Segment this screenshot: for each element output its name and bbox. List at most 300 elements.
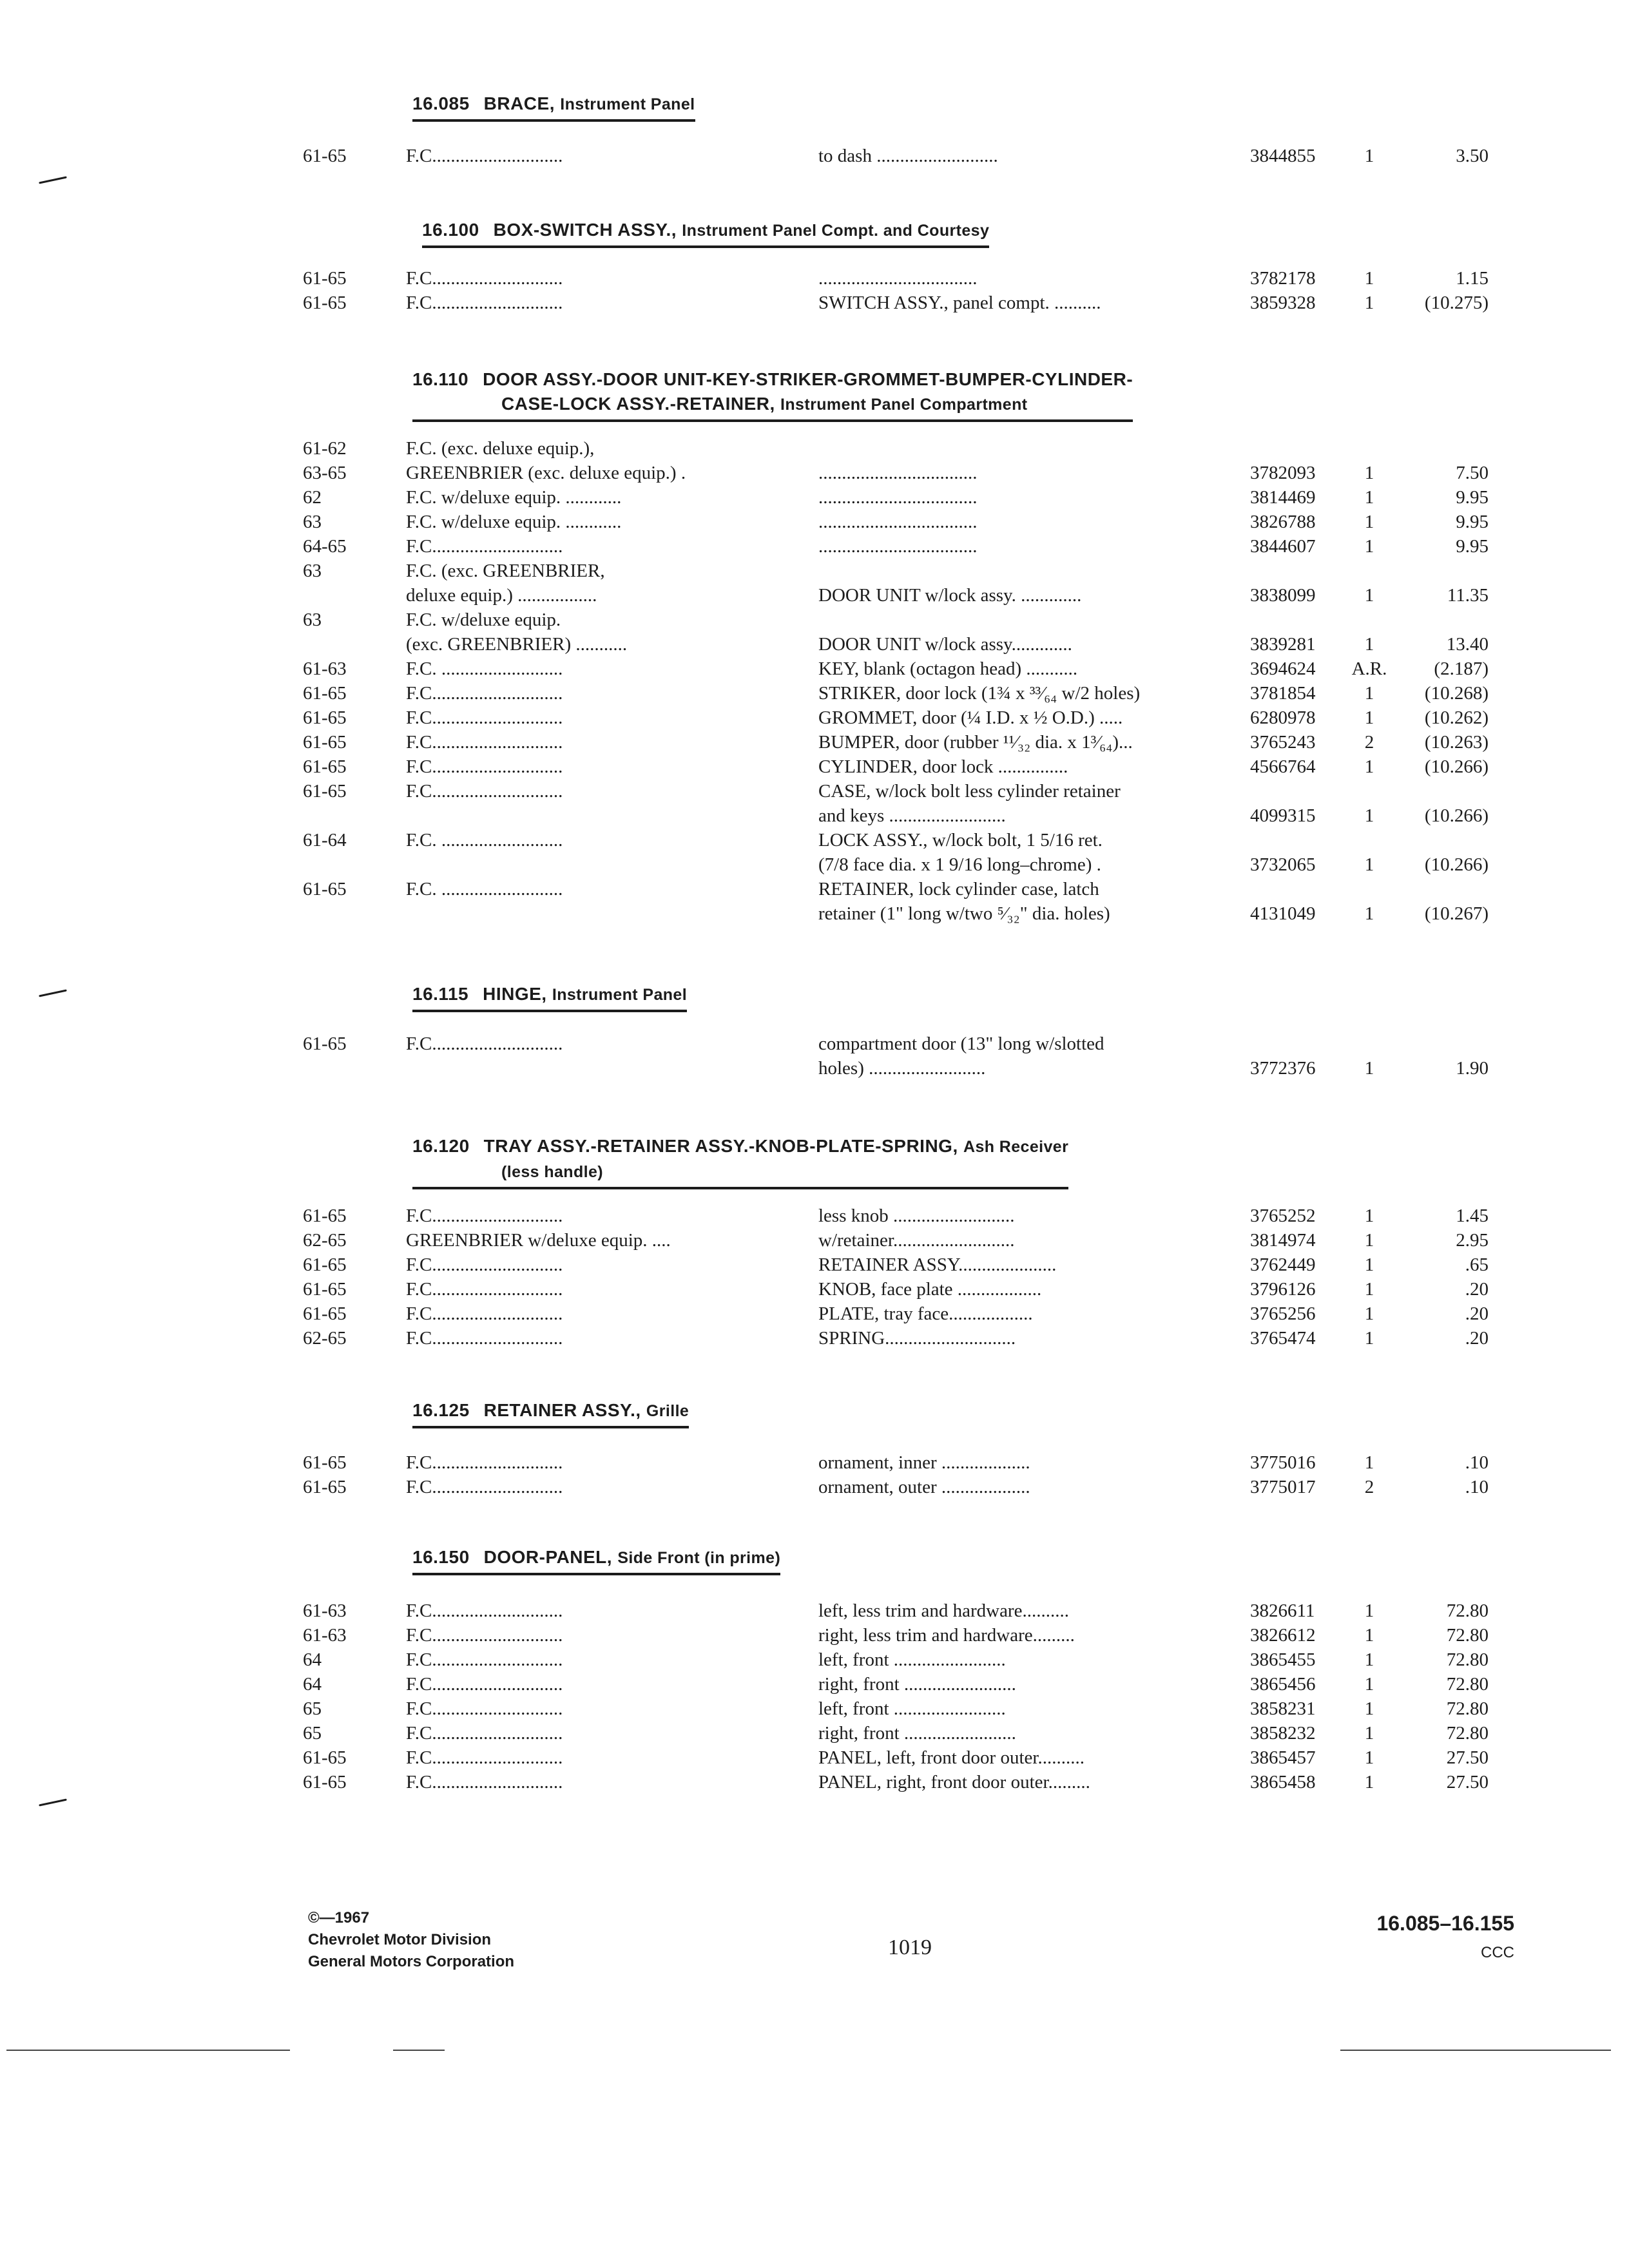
year-cell: 61-65 [303, 879, 347, 899]
description-cell: right, front ........................ [818, 1723, 1016, 1744]
price-cell: 7.50 [1456, 463, 1489, 483]
table-row [303, 485, 1501, 510]
table-row [303, 144, 1501, 168]
description-cell: less knob .......................... [818, 1206, 1015, 1226]
price-cell: (2.187) [1434, 658, 1489, 679]
section-16-115 [303, 982, 1501, 1081]
section-number: 16.125 [412, 1400, 470, 1420]
parts-list [303, 1599, 1501, 1794]
quantity-cell: 1 [1364, 1206, 1374, 1226]
table-row [303, 901, 1501, 926]
description-cell: left, front ........................ [818, 1649, 1006, 1670]
year-cell: 64-65 [303, 536, 347, 557]
section-number: 16.110 [412, 369, 469, 389]
year-cell: 62-65 [303, 1230, 347, 1251]
description-cell: (7/8 face dia. x 1 9/16 long–chrome) . [818, 854, 1101, 875]
scan-edge-line [393, 2050, 445, 2051]
section-heading [422, 218, 989, 248]
table-row [303, 1475, 1501, 1499]
quantity-cell: 1 [1364, 1303, 1374, 1324]
description-cell: RETAINER ASSY..................... [818, 1254, 1057, 1275]
model-cell: F.C. w/deluxe equip. ............ [406, 487, 622, 508]
price-cell: .20 [1465, 1303, 1489, 1324]
model-cell: F.C. w/deluxe equip. [406, 610, 561, 630]
year-cell: 61-65 [303, 1772, 347, 1792]
section-subtitle: Instrument Panel [552, 986, 688, 1004]
part-number-cell: 3838099 [1250, 585, 1316, 606]
part-number-cell: 3858231 [1250, 1698, 1316, 1719]
quantity-cell: 1 [1364, 1747, 1374, 1768]
year-cell: 63 [303, 610, 322, 630]
section-16-100 [303, 218, 1501, 315]
part-number-cell: 3814974 [1250, 1230, 1316, 1251]
model-cell: F.C............................ [406, 1674, 563, 1695]
description-cell: to dash .......................... [818, 146, 998, 166]
model-cell: F.C............................ [406, 1698, 563, 1719]
section-16-120 [303, 1134, 1501, 1350]
part-number-cell: 3782093 [1250, 463, 1316, 483]
table-row [303, 754, 1501, 779]
part-number-cell: 3765474 [1250, 1328, 1316, 1349]
quantity-cell: 1 [1364, 487, 1374, 508]
model-cell: GREENBRIER w/deluxe equip. .... [406, 1230, 671, 1251]
description-cell: left, less trim and hardware.......... [818, 1600, 1069, 1621]
part-number-cell: 3765252 [1250, 1206, 1316, 1226]
price-cell: 27.50 [1446, 1747, 1489, 1768]
quantity-cell: 1 [1364, 585, 1374, 606]
description-cell: PLATE, tray face.................. [818, 1303, 1033, 1324]
model-cell: deluxe equip.) ................. [406, 585, 597, 606]
model-cell: F.C............................ [406, 732, 563, 753]
model-cell: F.C............................ [406, 1303, 563, 1324]
quantity-cell: 1 [1364, 536, 1374, 557]
price-cell: (10.266) [1424, 854, 1489, 875]
quantity-cell: 1 [1364, 1723, 1374, 1744]
part-number-cell: 4099315 [1250, 805, 1316, 826]
quantity-cell: 1 [1364, 1254, 1374, 1275]
model-cell: F.C............................ [406, 707, 563, 728]
section-subtitle: Instrument Panel Compt. and Courtesy [682, 222, 990, 240]
year-cell: 61-65 [303, 732, 347, 753]
section-number: 16.115 [412, 984, 469, 1004]
part-number-cell: 6280978 [1250, 707, 1316, 728]
year-cell: 61-65 [303, 683, 347, 704]
price-cell: (10.262) [1424, 707, 1489, 728]
description-cell: RETAINER, lock cylinder case, latch [818, 879, 1099, 899]
model-cell: F.C............................ [406, 146, 563, 166]
price-cell: 72.80 [1446, 1625, 1489, 1646]
price-cell: (10.263) [1424, 732, 1489, 753]
quantity-cell: 1 [1364, 1625, 1374, 1646]
section-heading [412, 1398, 689, 1428]
description-cell: w/retainer.......................... [818, 1230, 1015, 1251]
quantity-cell: 1 [1364, 512, 1374, 532]
description-cell: compartment door (13" long w/slotted [818, 1033, 1104, 1054]
parts-list [303, 1032, 1501, 1081]
part-number-cell: 3865455 [1250, 1649, 1316, 1670]
model-cell: F.C............................ [406, 1452, 563, 1473]
part-number-cell: 3765256 [1250, 1303, 1316, 1324]
table-row [303, 1277, 1501, 1302]
section-number: 16.100 [422, 220, 479, 240]
description-cell: KNOB, face plate .................. [818, 1279, 1042, 1300]
footer-publisher [308, 1907, 514, 1973]
table-row [303, 730, 1501, 754]
description-cell: left, front ........................ [818, 1698, 1006, 1719]
section-number: 16.120 [412, 1136, 470, 1156]
part-number-cell: 3772376 [1250, 1058, 1316, 1079]
price-cell: (10.268) [1424, 683, 1489, 704]
table-row [303, 291, 1501, 315]
quantity-cell: 1 [1364, 146, 1374, 166]
margin-mark [39, 176, 67, 184]
price-cell: 72.80 [1446, 1649, 1489, 1670]
quantity-cell: 1 [1364, 1279, 1374, 1300]
model-cell: F.C............................ [406, 1033, 563, 1054]
table-row [303, 828, 1501, 852]
quantity-cell: 1 [1364, 756, 1374, 777]
quantity-cell: 1 [1364, 1772, 1374, 1792]
page-number: 1019 [888, 1936, 932, 1959]
section-subtitle: Instrument Panel Compartment [780, 396, 1028, 414]
part-number-cell: 3865458 [1250, 1772, 1316, 1792]
description-cell: and keys ......................... [818, 805, 1006, 826]
division: Chevrolet Motor Division [308, 1931, 492, 1948]
description-cell: SPRING............................ [818, 1328, 1016, 1349]
description-cell: GROMMET, door (¼ I.D. x ½ O.D.) ..... [818, 707, 1123, 728]
description-cell: LOCK ASSY., w/lock bolt, 1 5/16 ret. [818, 830, 1103, 850]
part-number-cell: 3796126 [1250, 1279, 1316, 1300]
model-cell: GREENBRIER (exc. deluxe equip.) . [406, 463, 686, 483]
model-cell: F.C. w/deluxe equip. ............ [406, 512, 622, 532]
corporation: General Motors Corporation [308, 1953, 515, 1970]
model-cell: F.C............................ [406, 683, 563, 704]
price-cell: 72.80 [1446, 1698, 1489, 1719]
model-cell: F.C............................ [406, 781, 563, 802]
table-row [303, 583, 1501, 608]
description-cell: SWITCH ASSY., panel compt. .......... [818, 293, 1101, 313]
year-cell: 61-65 [303, 781, 347, 802]
table-row [303, 1253, 1501, 1277]
description-cell: PANEL, left, front door outer.......... [818, 1747, 1084, 1768]
table-row [303, 681, 1501, 706]
year-cell: 65 [303, 1698, 322, 1719]
description-cell: right, less trim and hardware......... [818, 1625, 1075, 1646]
quantity-cell: 2 [1364, 1477, 1374, 1497]
price-cell: 11.35 [1447, 585, 1489, 606]
price-cell: 1.90 [1456, 1058, 1489, 1079]
part-number-cell: 3775017 [1250, 1477, 1316, 1497]
price-cell: .10 [1465, 1452, 1489, 1473]
model-cell: F.C............................ [406, 268, 563, 289]
part-number-cell: 3694624 [1250, 658, 1316, 679]
year-cell: 62-65 [303, 1328, 347, 1349]
year-cell: 61-63 [303, 1625, 347, 1646]
price-cell: 2.95 [1456, 1230, 1489, 1251]
model-cell: F.C............................ [406, 1625, 563, 1646]
year-cell: 61-64 [303, 830, 347, 850]
section-heading [412, 982, 687, 1012]
model-cell: F.C............................ [406, 1649, 563, 1670]
section-16-150 [303, 1545, 1501, 1794]
year-cell: 61-65 [303, 756, 347, 777]
parts-list [303, 266, 1501, 315]
part-number-cell: 3844855 [1250, 146, 1316, 166]
section-title: RETAINER ASSY., [483, 1400, 641, 1420]
model-cell: F.C. (exc. deluxe equip.), [406, 438, 595, 459]
part-number-cell: 3762449 [1250, 1254, 1316, 1275]
model-cell: F.C............................ [406, 1328, 563, 1349]
table-row [303, 1623, 1501, 1648]
price-cell: (10.266) [1424, 805, 1489, 826]
part-number-cell: 3826611 [1250, 1600, 1315, 1621]
description-cell: KEY, blank (octagon head) ........... [818, 658, 1078, 679]
section-title-line2: CASE-LOCK ASSY.-RETAINER, [501, 394, 775, 414]
table-row [303, 852, 1501, 877]
table-row [303, 1204, 1501, 1228]
price-cell: 13.40 [1446, 634, 1489, 655]
section-heading [412, 91, 695, 122]
table-row [303, 436, 1501, 461]
table-row [303, 1032, 1501, 1056]
quantity-cell: 1 [1364, 683, 1374, 704]
quantity-cell: 1 [1364, 1230, 1374, 1251]
copyright: ©—1967 [308, 1909, 370, 1927]
price-cell: 9.95 [1456, 487, 1489, 508]
quantity-cell: 1 [1364, 634, 1374, 655]
quantity-cell: 1 [1364, 903, 1374, 924]
description-cell: PANEL, right, front door outer......... [818, 1772, 1090, 1792]
part-number-cell: 3826612 [1250, 1625, 1316, 1646]
year-cell: 61-65 [303, 1254, 347, 1275]
model-cell: F.C............................ [406, 1477, 563, 1497]
year-cell: 62 [303, 487, 322, 508]
table-row [303, 1450, 1501, 1475]
part-number-cell: 3826788 [1250, 512, 1316, 532]
section-title: BRACE, [483, 93, 555, 113]
description-cell: .................................. [818, 463, 978, 483]
price-cell: 72.80 [1446, 1600, 1489, 1621]
description-cell: retainer (1" long w/two ⁵⁄₃₂" dia. holes) [818, 903, 1110, 924]
description-cell: .................................. [818, 487, 978, 508]
price-cell: 72.80 [1446, 1674, 1489, 1695]
price-cell: (10.267) [1424, 903, 1489, 924]
model-cell: F.C............................ [406, 1254, 563, 1275]
price-cell: .20 [1465, 1279, 1489, 1300]
year-cell: 64 [303, 1674, 322, 1695]
section-title: DOOR-PANEL, [483, 1547, 613, 1567]
section-title-line2: (less handle) [501, 1163, 604, 1181]
section-subtitle: Ash Receiver [963, 1138, 1069, 1156]
part-number-cell: 3839281 [1250, 634, 1316, 655]
table-row [303, 657, 1501, 681]
description-cell: .................................. [818, 536, 978, 557]
quantity-cell: 1 [1364, 1328, 1374, 1349]
model-cell: F.C. (exc. GREENBRIER, [406, 561, 605, 581]
table-row [303, 608, 1501, 632]
section-title: BOX-SWITCH ASSY., [493, 220, 677, 240]
price-cell: 72.80 [1446, 1723, 1489, 1744]
year-cell: 61-65 [303, 1477, 347, 1497]
table-row [303, 1056, 1501, 1081]
description-cell: BUMPER, door (rubber ¹¹⁄₃₂ dia. x 1³⁄₆₄)... [818, 732, 1133, 753]
price-cell: .10 [1465, 1477, 1489, 1497]
description-cell: ornament, outer ................... [818, 1477, 1030, 1497]
description-cell: .................................. [818, 268, 978, 289]
table-row [303, 510, 1501, 534]
parts-list [303, 1450, 1501, 1499]
table-row [303, 1302, 1501, 1326]
price-cell: 1.45 [1456, 1206, 1489, 1226]
table-row [303, 1721, 1501, 1745]
table-row [303, 1228, 1501, 1253]
part-number-cell: 3765243 [1250, 732, 1316, 753]
quantity-cell: 1 [1364, 805, 1374, 826]
quantity-cell: A.R. [1351, 658, 1387, 679]
quantity-cell: 1 [1364, 1649, 1374, 1670]
quantity-cell: 1 [1364, 1698, 1374, 1719]
section-number: 16.085 [412, 93, 470, 113]
description-cell: holes) ......................... [818, 1058, 986, 1079]
part-number-cell: 3865456 [1250, 1674, 1316, 1695]
model-cell: F.C............................ [406, 1747, 563, 1768]
year-cell: 61-63 [303, 658, 347, 679]
margin-mark [39, 1798, 67, 1806]
part-number-cell: 4566764 [1250, 756, 1316, 777]
part-number-cell: 3775016 [1250, 1452, 1316, 1473]
description-cell: CASE, w/lock bolt less cylinder retainer [818, 781, 1121, 802]
quantity-cell: 1 [1364, 1058, 1374, 1079]
year-cell: 61-65 [303, 1303, 347, 1324]
year-cell: 61-65 [303, 293, 347, 313]
scan-edge-line [1340, 2050, 1611, 2051]
year-cell: 61-65 [303, 1206, 347, 1226]
section-16-125 [303, 1398, 1501, 1499]
price-cell: 9.95 [1456, 536, 1489, 557]
section-16-085 [303, 91, 1501, 168]
table-row [303, 1326, 1501, 1350]
table-row [303, 559, 1501, 583]
year-cell: 61-65 [303, 146, 347, 166]
quantity-cell: 2 [1364, 732, 1374, 753]
model-cell: F.C. .......................... [406, 830, 563, 850]
table-row [303, 803, 1501, 828]
year-cell: 63 [303, 561, 322, 581]
parts-list [303, 144, 1501, 168]
quantity-cell: 1 [1364, 1674, 1374, 1695]
parts-list [303, 1204, 1501, 1350]
section-subtitle: Instrument Panel [560, 95, 695, 113]
catalog-code: CCC [1481, 1944, 1514, 1961]
model-cell: F.C............................ [406, 1206, 563, 1226]
section-subtitle: Side Front (in prime) [617, 1549, 781, 1567]
quantity-cell: 1 [1364, 707, 1374, 728]
part-number-cell: 3859328 [1250, 293, 1316, 313]
description-cell: STRIKER, door lock (1¾ x ³³⁄₆₄ w/2 holes) [818, 683, 1141, 704]
year-cell: 65 [303, 1723, 322, 1744]
quantity-cell: 1 [1364, 1452, 1374, 1473]
year-cell: 61-65 [303, 707, 347, 728]
year-cell: 61-65 [303, 1279, 347, 1300]
model-cell: F.C............................ [406, 756, 563, 777]
price-cell: 1.15 [1456, 268, 1489, 289]
quantity-cell: 1 [1364, 1600, 1374, 1621]
year-cell: 61-62 [303, 438, 347, 459]
price-cell: 3.50 [1456, 146, 1489, 166]
table-row [303, 1745, 1501, 1770]
table-row [303, 877, 1501, 901]
parts-list [303, 436, 1501, 926]
model-cell: F.C. .......................... [406, 879, 563, 899]
quantity-cell: 1 [1364, 268, 1374, 289]
part-number-cell: 4131049 [1250, 903, 1316, 924]
group-range: 16.085–16.155 [1376, 1912, 1514, 1935]
quantity-cell: 1 [1364, 293, 1374, 313]
table-row [303, 461, 1501, 485]
section-16-110 [303, 367, 1501, 926]
part-number-cell: 3844607 [1250, 536, 1316, 557]
table-row [303, 1770, 1501, 1794]
year-cell: 61-65 [303, 1033, 347, 1054]
section-title: TRAY ASSY.-RETAINER ASSY.-KNOB-PLATE-SPRING, [483, 1136, 958, 1156]
section-title: DOOR ASSY.-DOOR UNIT-KEY-STRIKER-GROMMET-BUMPER-CYLINDER- [483, 369, 1133, 389]
model-cell: F.C............................ [406, 1772, 563, 1792]
price-cell: 27.50 [1446, 1772, 1489, 1792]
section-heading [412, 1545, 780, 1575]
year-cell: 61-63 [303, 1600, 347, 1621]
part-number-cell: 3858232 [1250, 1723, 1316, 1744]
section-heading [412, 1134, 1068, 1189]
section-title: HINGE, [483, 984, 547, 1004]
model-cell: F.C............................ [406, 1600, 563, 1621]
year-cell: 63-65 [303, 463, 347, 483]
description-cell: .................................. [818, 512, 978, 532]
table-row [303, 1696, 1501, 1721]
part-number-cell: 3814469 [1250, 487, 1316, 508]
price-cell: .20 [1465, 1328, 1489, 1349]
model-cell: F.C............................ [406, 293, 563, 313]
quantity-cell: 1 [1364, 463, 1374, 483]
year-cell: 64 [303, 1649, 322, 1670]
table-row [303, 706, 1501, 730]
model-cell: F.C............................ [406, 1279, 563, 1300]
part-number-cell: 3865457 [1250, 1747, 1316, 1768]
part-number-cell: 3781854 [1250, 683, 1316, 704]
description-cell: ornament, inner ................... [818, 1452, 1030, 1473]
description-cell: right, front ........................ [818, 1674, 1016, 1695]
table-row [303, 779, 1501, 803]
margin-mark [39, 989, 67, 997]
footer-range-block [1353, 1908, 1514, 1968]
model-cell: F.C............................ [406, 536, 563, 557]
section-heading [412, 367, 1133, 422]
model-cell: (exc. GREENBRIER) ........... [406, 634, 628, 655]
description-cell: DOOR UNIT w/lock assy............. [818, 634, 1072, 655]
scan-edge-line [6, 2050, 290, 2051]
model-cell: F.C............................ [406, 1723, 563, 1744]
description-cell: CYLINDER, door lock ............... [818, 756, 1068, 777]
section-subtitle: Grille [646, 1402, 689, 1420]
table-row [303, 1648, 1501, 1672]
year-cell: 61-65 [303, 1747, 347, 1768]
table-row [303, 632, 1501, 657]
price-cell: .65 [1465, 1254, 1489, 1275]
quantity-cell: 1 [1364, 854, 1374, 875]
table-row [303, 266, 1501, 291]
part-number-cell: 3782178 [1250, 268, 1316, 289]
year-cell: 63 [303, 512, 322, 532]
description-cell: DOOR UNIT w/lock assy. ............. [818, 585, 1082, 606]
